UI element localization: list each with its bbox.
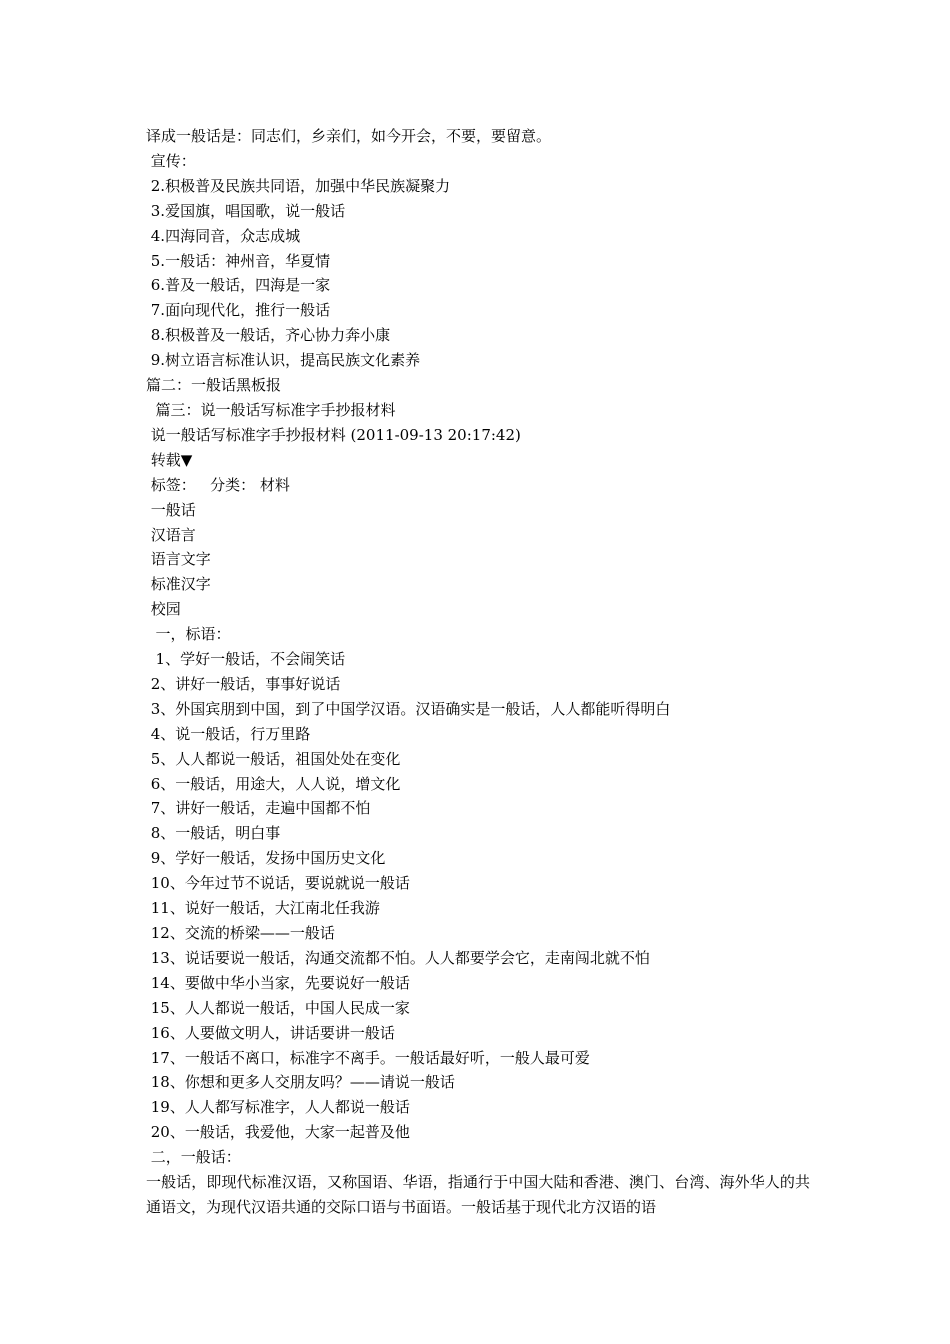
tag-item: 一般话 <box>146 500 196 519</box>
list-item: 6、一般话，用途大，人人说，增文化 <box>146 774 401 793</box>
section-heading: 篇二：一般话黑板报 <box>146 376 282 395</box>
list-item: 16、人要做文明人，讲话要讲一般话 <box>146 1023 395 1042</box>
list-item: 10、今年过节不说话，要说就说一般话 <box>146 874 410 893</box>
tag-item: 标准汉字 <box>146 575 211 594</box>
list-item: 4、说一般话，行万里路 <box>146 724 311 743</box>
list-item: 11、说好一般话，大江南北任我游 <box>146 899 380 918</box>
list-item: 12、交流的桥梁——一般话 <box>146 924 335 942</box>
article-title: 说一般话写标准字手抄报材料 (2011-09-13 20:17:42) <box>146 425 521 444</box>
list-item: 7、讲好一般话，走遍中国都不怕 <box>146 799 371 818</box>
text-line: 3.爱国旗，唱国歌，说一般话 <box>146 201 346 220</box>
text-line: 4.四海同音，众志成城 <box>146 226 301 245</box>
list-item: 18、你想和更多人交朋友吗？——请说一般话 <box>146 1073 455 1092</box>
body-paragraph: 一般话，即现代标准汉语，又称国语、华语，指通行于中国大陆和香港、澳门、台湾、海外华人的共通语文，为现代汉语共通的交际口语与书面语。一般话基于现代北方汉语的语 <box>146 1173 810 1216</box>
tag-item: 语言文字 <box>146 550 211 569</box>
tag-item: 汉语言 <box>146 525 196 544</box>
tags-line: 标签： 分类： 材料 <box>146 475 290 494</box>
list-heading: 二，一般话： <box>146 1148 241 1167</box>
list-item: 8、一般话，明白事 <box>146 824 281 843</box>
list-item: 17、一般话不离口，标准字不离手。一般话最好听，一般人最可爱 <box>146 1048 590 1067</box>
list-heading: 一，标语： <box>146 625 231 644</box>
list-item: 1、学好一般话，不会闹笑话 <box>146 650 346 669</box>
text-line: 2.积极普及民族共同语，加强中华民族凝聚力 <box>146 176 451 195</box>
document-body <box>146 124 810 1220</box>
section-heading: 篇三：说一般话写标准字手抄报材料 <box>146 400 396 419</box>
list-item: 2、讲好一般话，事事好说话 <box>146 674 341 693</box>
text-line: 8.积极普及一般话，齐心协力奔小康 <box>146 326 391 345</box>
text-line: 6.普及一般话，四海是一家 <box>146 276 331 295</box>
list-item: 20、一般话，我爱他，大家一起普及他 <box>146 1123 410 1142</box>
repost-label: 转载▼ <box>146 450 193 469</box>
tag-item: 校园 <box>146 600 181 619</box>
list-item: 3、外国宾朋到中国，到了中国学汉语。汉语确实是一般话，人人都能听得明白 <box>146 699 671 718</box>
list-item: 15、人人都说一般话，中国人民成一家 <box>146 998 410 1017</box>
text-line: 9.树立语言标准认识，提高民族文化素养 <box>146 351 421 370</box>
text-line: 宣传： <box>146 151 196 170</box>
list-item: 14、要做中华小当家，先要说好一般话 <box>146 973 410 992</box>
list-item: 5、人人都说一般话，祖国处处在变化 <box>146 749 401 768</box>
list-item: 13、说话要说一般话，沟通交流都不怕。人人都要学会它，走南闯北就不怕 <box>146 948 650 967</box>
text-line: 5.一般话：神州音，华夏情 <box>146 251 331 270</box>
list-item: 9、学好一般话，发扬中国历史文化 <box>146 849 386 868</box>
text-line: 译成一般话是：同志们，乡亲们，如今开会，不要，要留意。 <box>146 127 552 145</box>
text-line: 7.面向现代化，推行一般话 <box>146 301 331 320</box>
list-item: 19、人人都写标准字，人人都说一般话 <box>146 1098 410 1117</box>
